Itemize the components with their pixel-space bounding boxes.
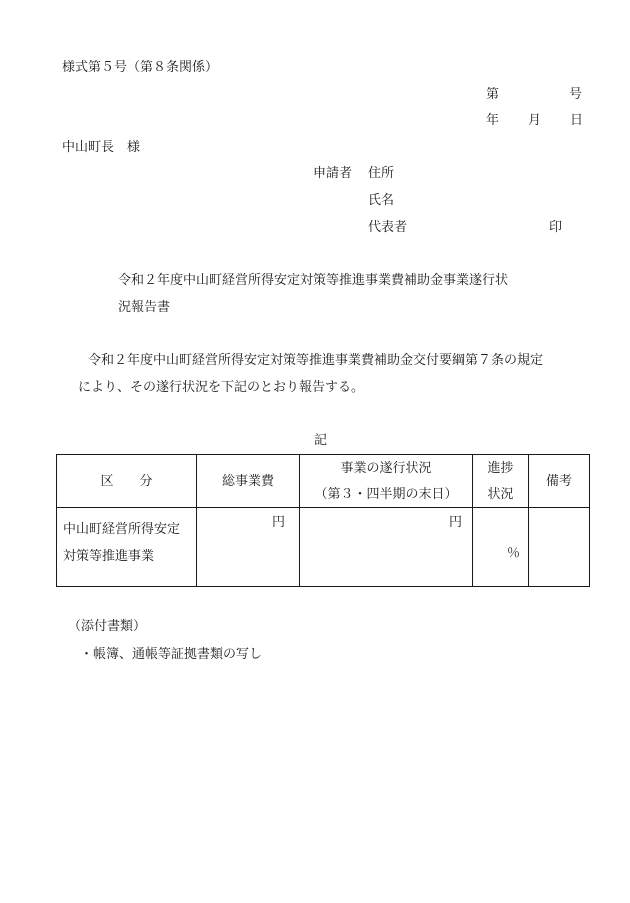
attachments-heading: （添付書類） bbox=[68, 619, 147, 634]
report-title-line-1: 令和２年度中山町経営所得安定対策等推進事業費補助金事業遂行状 bbox=[118, 273, 509, 288]
header-progress-line-2: 状況 bbox=[487, 486, 514, 502]
cell-remarks[interactable] bbox=[529, 508, 590, 587]
applicant-label: 申請者 bbox=[313, 166, 353, 181]
body-text-line-2: により、その遂行状況を下記のとおり報告する。 bbox=[78, 380, 365, 395]
header-status-line-1: 事業の遂行状況 bbox=[340, 460, 432, 476]
form-number: 様式第５号（第８条関係） bbox=[62, 60, 219, 75]
report-title-line-2: 況報告書 bbox=[118, 300, 171, 315]
applicant-name-label: 氏名 bbox=[368, 193, 395, 208]
ki-heading: 記 bbox=[314, 433, 328, 448]
cell-status[interactable] bbox=[300, 508, 473, 587]
body-text-line-1: 令和２年度中山町経営所得安定対策等推進事業費補助金交付要綱第７条の規定 bbox=[88, 353, 544, 368]
table-row bbox=[57, 508, 590, 587]
addressee: 中山町長 様 bbox=[62, 140, 141, 155]
total-cost-unit: 円 bbox=[271, 515, 285, 530]
document-number-suffix: 号 bbox=[569, 87, 583, 102]
cell-category bbox=[57, 508, 197, 587]
date-month-label: 月 bbox=[528, 113, 542, 128]
category-line-2: 対策等推進事業 bbox=[63, 549, 155, 564]
date-year-label: 年 bbox=[486, 113, 500, 128]
attachment-item: ・帳簿、通帳等証拠書類の写し bbox=[80, 647, 263, 662]
date-day-label: 日 bbox=[570, 113, 584, 128]
header-category: 区 分 bbox=[57, 455, 197, 508]
applicant-address-label: 住所 bbox=[368, 166, 395, 181]
table-header-row bbox=[57, 455, 590, 508]
header-progress-line-1: 進捗 bbox=[487, 460, 514, 476]
progress-unit: ％ bbox=[506, 546, 520, 561]
cell-progress[interactable] bbox=[473, 508, 529, 587]
seal-mark: 印 bbox=[549, 220, 563, 235]
status-unit: 円 bbox=[448, 515, 462, 530]
header-progress bbox=[473, 455, 529, 508]
applicant-representative-label: 代表者 bbox=[368, 220, 408, 235]
document-number-label: 第 bbox=[486, 87, 500, 102]
header-status bbox=[300, 455, 473, 508]
cell-total-cost[interactable] bbox=[197, 508, 300, 587]
category-line-1: 中山町経営所得安定 bbox=[63, 522, 181, 537]
header-remarks: 備考 bbox=[529, 455, 590, 508]
header-status-line-2: （第３・四半期の末日） bbox=[314, 486, 458, 502]
report-table bbox=[56, 454, 590, 587]
header-total-cost: 総事業費 bbox=[197, 455, 300, 508]
